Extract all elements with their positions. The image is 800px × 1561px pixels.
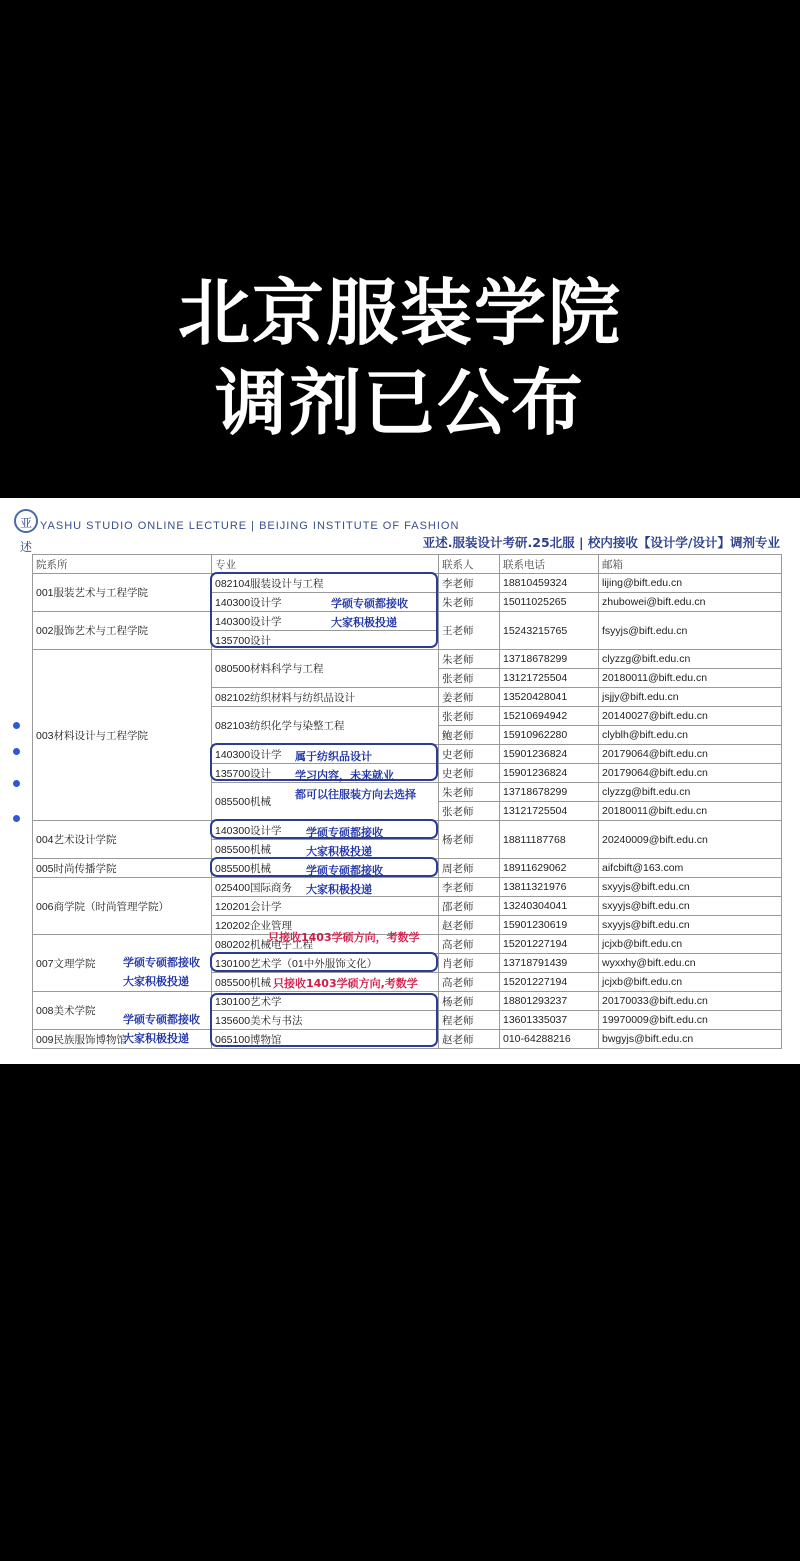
studio-line: YASHU STUDIO ONLINE LECTURE | BEIJING INSTITUTE OF FASHION [40,520,460,532]
document-sheet [0,498,800,1064]
annotation-note: 学硕专硕都接收 [331,597,408,610]
major-cell: 065100博物馆 [212,1030,439,1049]
phone-cell: 15901230619 [500,916,599,935]
annotation-note: 属于纺织品设计 [295,750,372,763]
email-cell: clyblh@bift.edu.cn [599,726,782,745]
contact-cell: 鲍老师 [439,726,500,745]
email-cell: wyxxhy@bift.edu.cn [599,954,782,973]
annotation-note: 大家积极投递 [306,845,372,858]
header-contact: 联系人 [439,555,500,574]
annotation-note: 只接收1403学硕方向,考数学 [273,977,418,990]
email-cell: bwgyjs@bift.edu.cn [599,1030,782,1049]
email-cell: fsyyjs@bift.edu.cn [599,612,782,650]
contact-cell: 张老师 [439,669,500,688]
highlight-box [210,993,438,1047]
email-cell: zhubowei@bift.edu.cn [599,593,782,612]
phone-cell: 010-64288216 [500,1030,599,1049]
annotation-note: 只接收1403学硕方向，考数学 [268,931,420,944]
studio-logo-icon: 亚述 [14,509,38,533]
phone-cell: 15201227194 [500,935,599,954]
annotation-note: 大家积极投递 [306,883,372,896]
major-cell: 135600美术与书法 [212,1011,439,1030]
contact-cell: 程老师 [439,1011,500,1030]
phone-cell: 15901236824 [500,764,599,783]
major-cell: 085500机械 [212,973,439,992]
major-cell: 085500机械 [212,859,439,878]
major-cell: 140300设计学 [212,745,439,764]
email-cell: sxyyjs@bift.edu.cn [599,878,782,897]
contact-cell: 王老师 [439,612,500,650]
dept-cell: 009民族服饰博物馆 [33,1030,212,1049]
major-cell: 135700设计 [212,764,439,783]
headline-line-2: 调剂已公布 [214,361,585,445]
table-row [33,650,782,669]
major-cell: 120201会计学 [212,897,439,916]
major-cell: 130100艺术学（01中外服饰文化） [212,954,439,973]
phone-cell: 13601335037 [500,1011,599,1030]
major-cell: 140300设计学 [212,593,439,612]
contact-cell: 李老师 [439,574,500,593]
dept-cell: 008美术学院 [33,992,212,1030]
major-cell: 085500机械 [212,840,439,859]
headline [0,268,800,448]
header-dept: 院系所 [33,555,212,574]
phone-cell: 18811187768 [500,821,599,859]
major-cell: 082104服装设计与工程 [212,574,439,593]
phone-cell: 18911629062 [500,859,599,878]
headline-line-1: 北京服装学院 [177,271,622,355]
email-cell: sxyyjs@bift.edu.cn [599,916,782,935]
margin-dot [13,780,20,787]
table-header-row [33,555,782,574]
phone-cell: 13520428041 [500,688,599,707]
major-cell: 082103纺织化学与染整工程 [212,707,439,745]
email-cell: 20179064@bift.edu.cn [599,764,782,783]
phone-cell: 15210694942 [500,707,599,726]
contact-cell: 朱老师 [439,650,500,669]
phone-cell: 13811321976 [500,878,599,897]
contact-cell: 史老师 [439,745,500,764]
margin-dot [13,722,20,729]
email-cell: 20170033@bift.edu.cn [599,992,782,1011]
contact-cell: 张老师 [439,707,500,726]
annotation-note: 大家积极投递 [331,616,397,629]
annotation-note: 学硕专硕都接收 [306,826,383,839]
phone-cell: 13718791439 [500,954,599,973]
phone-cell: 13718678299 [500,650,599,669]
dept-cell: 005时尚传播学院 [33,859,212,878]
phone-cell: 15243215765 [500,612,599,650]
email-cell: clyzzg@bift.edu.cn [599,650,782,669]
email-cell: 20140027@bift.edu.cn [599,707,782,726]
margin-dot [13,748,20,755]
header-phone: 联系电话 [500,555,599,574]
major-cell: 140300设计学 [212,612,439,631]
annotation-note: 大家积极投递 [123,975,189,988]
phone-cell: 18810459324 [500,574,599,593]
contact-cell: 朱老师 [439,593,500,612]
email-cell: 20240009@bift.edu.cn [599,821,782,859]
contact-cell: 赵老师 [439,916,500,935]
major-cell: 080500材料科学与工程 [212,650,439,688]
email-cell: 20180011@bift.edu.cn [599,669,782,688]
major-cell: 135700设计 [212,631,439,650]
major-cell: 140300设计学 [212,821,439,840]
contact-cell: 邵老师 [439,897,500,916]
email-cell: lijing@bift.edu.cn [599,574,782,593]
margin-dot [13,815,20,822]
email-cell: 19970009@bift.edu.cn [599,1011,782,1030]
major-cell: 120202企业管理 [212,916,439,935]
tagline: 亚述.服装设计考研.25北服 | 校内接收【设计学/设计】调剂专业 [422,535,780,550]
major-cell: 080202机械电子工程 [212,935,439,954]
contact-cell: 赵老师 [439,1030,500,1049]
highlight-box [210,952,438,972]
phone-cell: 15011025265 [500,593,599,612]
phone-cell: 18801293237 [500,992,599,1011]
phone-cell: 15901236824 [500,745,599,764]
contact-cell: 史老师 [439,764,500,783]
header-email: 邮箱 [599,555,782,574]
email-cell: jsjjy@bift.edu.cn [599,688,782,707]
contact-cell: 高老师 [439,973,500,992]
dept-cell: 001服装艺术与工程学院 [33,574,212,612]
dept-cell: 003材料设计与工程学院 [33,650,212,821]
email-cell: jcjxb@bift.edu.cn [599,935,782,954]
email-cell: jcjxb@bift.edu.cn [599,973,782,992]
phone-cell: 13240304041 [500,897,599,916]
header-major: 专业 [212,555,439,574]
contact-cell: 杨老师 [439,992,500,1011]
contact-cell: 周老师 [439,859,500,878]
major-cell: 025400国际商务 [212,878,439,897]
annotation-note: 学习内容，未来就业 [295,769,394,782]
dept-cell: 002服饰艺术与工程学院 [33,612,212,650]
email-cell: sxyyjs@bift.edu.cn [599,897,782,916]
contact-cell: 李老师 [439,878,500,897]
annotation-note: 学硕专硕都接收 [306,864,383,877]
annotation-note: 大家积极投递 [123,1032,189,1045]
email-cell: aifcbift@163.com [599,859,782,878]
phone-cell: 13718678299 [500,783,599,802]
contact-cell: 朱老师 [439,783,500,802]
major-cell: 082102纺织材料与纺织品设计 [212,688,439,707]
email-cell: 20180011@bift.edu.cn [599,802,782,821]
email-cell: clyzzg@bift.edu.cn [599,783,782,802]
dept-cell: 007文理学院 [33,935,212,992]
phone-cell: 15910962280 [500,726,599,745]
table-row [33,878,782,897]
major-cell: 085500机械 [212,783,439,821]
annotation-note: 都可以往服装方向去选择 [295,788,416,801]
contact-cell: 高老师 [439,935,500,954]
contact-cell: 肖老师 [439,954,500,973]
contact-cell: 杨老师 [439,821,500,859]
phone-cell: 13121725504 [500,802,599,821]
contact-cell: 张老师 [439,802,500,821]
contact-cell: 姜老师 [439,688,500,707]
dept-cell: 006商学院（时尚管理学院） [33,878,212,935]
phone-cell: 15201227194 [500,973,599,992]
phone-cell: 13121725504 [500,669,599,688]
email-cell: 20179064@bift.edu.cn [599,745,782,764]
dept-cell: 004艺术设计学院 [33,821,212,859]
major-cell: 130100艺术学 [212,992,439,1011]
annotation-note: 学硕专硕都接收 [123,956,200,969]
annotation-note: 学硕专硕都接收 [123,1013,200,1026]
